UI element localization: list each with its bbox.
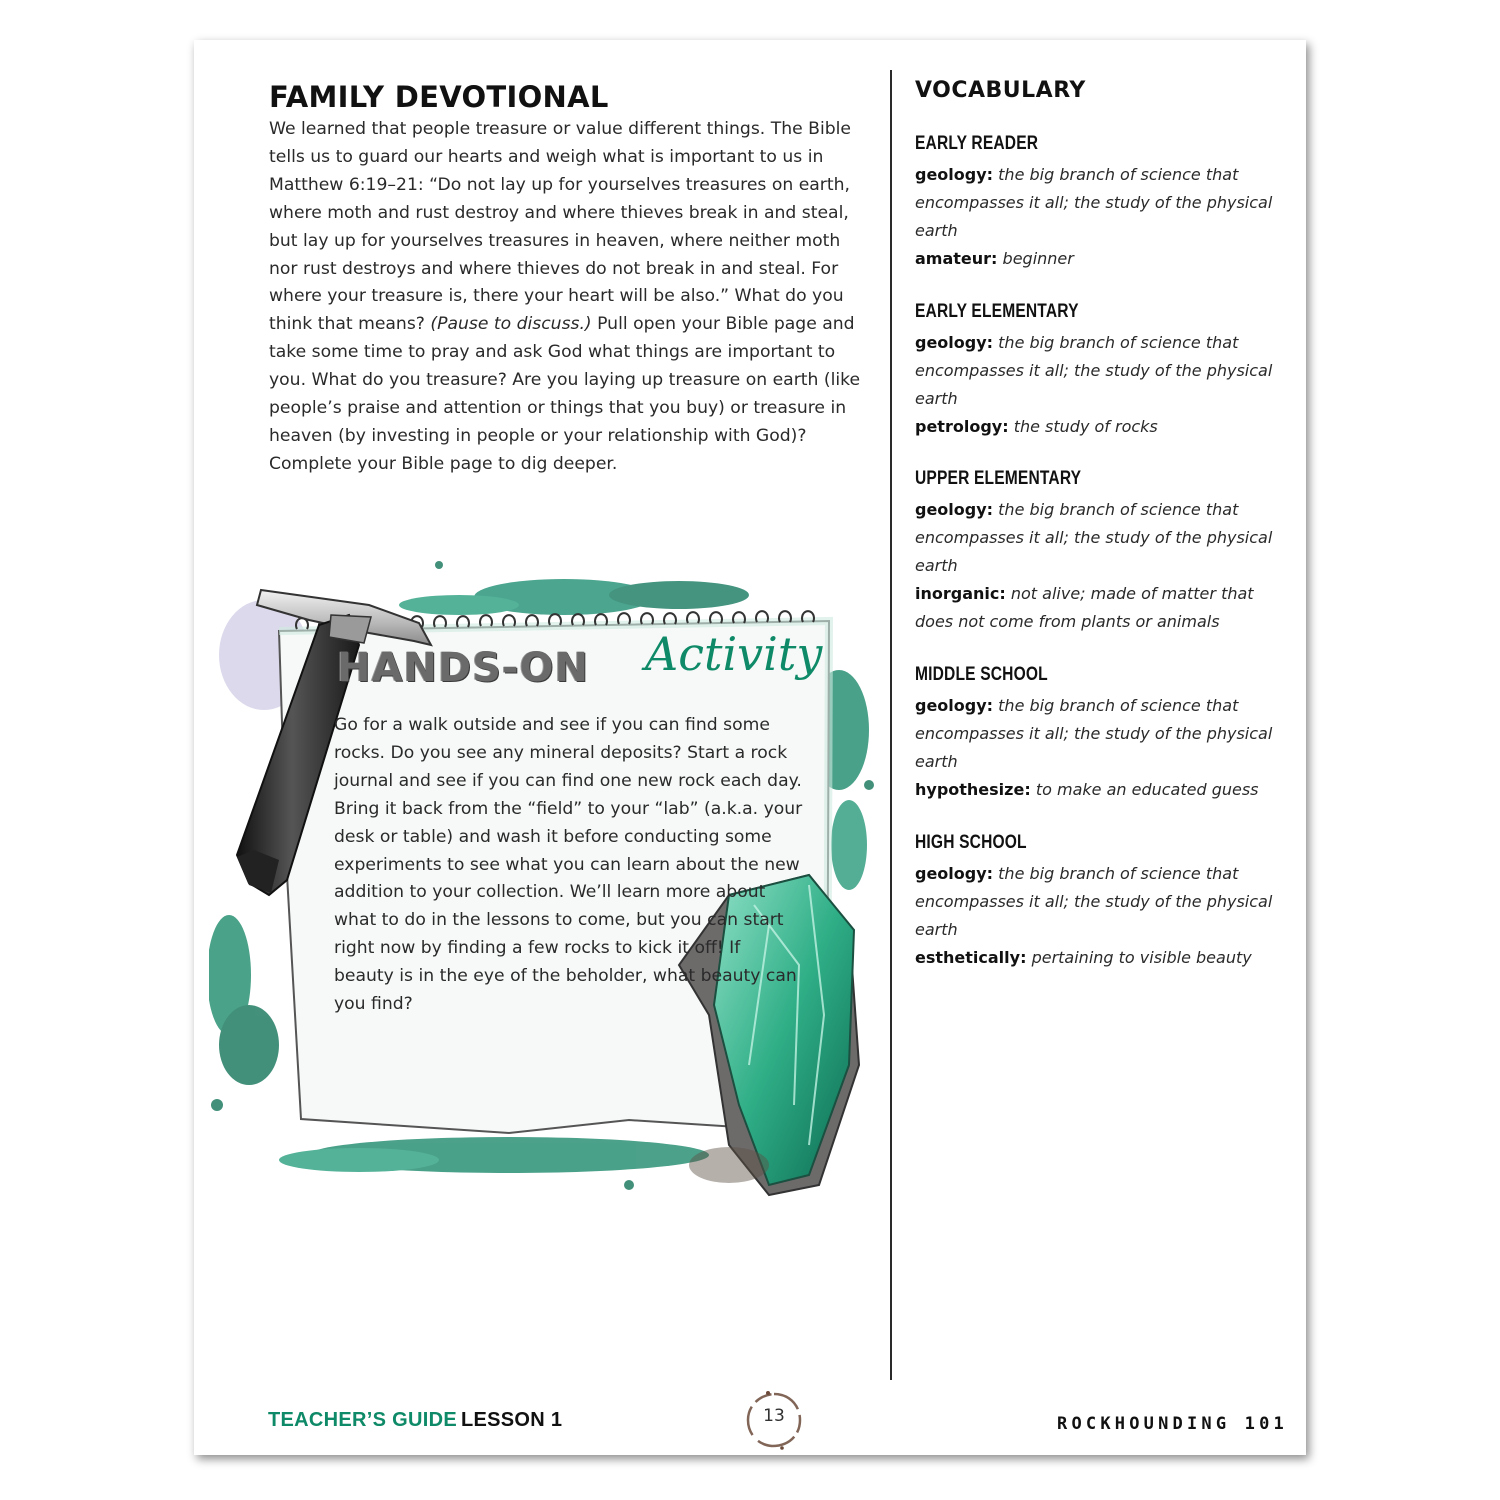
vocab-term: geology: [915, 696, 994, 715]
vocab-level-heading: UPPER ELEMENTARY [915, 468, 1082, 489]
vocab-term: amateur: [915, 249, 998, 268]
activity-title: HANDS-ON [337, 645, 590, 691]
vocab-definition: the big branch of science that encompasses it all; the study of the physical earth [915, 696, 1273, 771]
vocab-level-heading: EARLY READER [915, 133, 1039, 154]
vocab-entry [915, 496, 1275, 580]
footer-book-title: ROCKHOUNDING 101 [1057, 1414, 1288, 1434]
activity-script-title: Activity [645, 627, 823, 681]
vocab-level-heading: HIGH SCHOOL [915, 832, 1027, 853]
vocabulary-title: VOCABULARY [915, 78, 1086, 103]
vocab-entry [915, 161, 1275, 245]
vocab-definition: the big branch of science that encompasses it all; the study of the physical earth [915, 165, 1273, 240]
vocab-term: hypothesize: [915, 780, 1031, 799]
vocab-section-high-school [915, 832, 1275, 972]
vocab-definition: the big branch of science that encompasses it all; the study of the physical earth [915, 864, 1273, 939]
vocab-section-upper-elementary [915, 468, 1275, 636]
footer-lesson-number: LESSON 1 [460, 1409, 563, 1431]
vocab-section-middle-school [915, 664, 1275, 804]
vocab-entry [915, 413, 1275, 441]
vocab-definition: to make an educated guess [1035, 780, 1259, 799]
vocab-term: geology: [915, 333, 994, 352]
devotional-text-part-2: Pull open your Bible page and take some time to pray and ask God what things are important to you. What do you treasure? Are you laying up treasure on earth (like people’s praise and attention or things that you buy) or treasure in heaven (by investing in people or your relationship with God)? Complete your Bible page to dig deeper. [269, 314, 861, 474]
devotional-title: FAMILY DEVOTIONAL [269, 80, 609, 114]
devotional-text-part-1: We learned that people treasure or value different things. The Bible tells us to guard our hearts and weigh what is important to us in Matthew 6:19–21: “Do not lay up for yourselves treasures on earth, where moth and rust destroy and where thieves break in and steal, but lay up for yourselves treasures in heaven, where neither moth nor rust destroys and where thieves do not break in and steal. For where your treasure is, there your heart will be also.” What do you think that means? [269, 119, 851, 335]
vocab-term: geology: [915, 165, 994, 184]
vocab-term: inorganic: [915, 584, 1006, 603]
vocab-level-heading: EARLY ELEMENTARY [915, 301, 1079, 322]
vocab-entry [915, 944, 1275, 972]
devotional-text-italic: (Pause to discuss.) [430, 314, 592, 335]
vocab-term: petrology: [915, 417, 1009, 436]
vocab-definition: the big branch of science that encompasses it all; the study of the physical earth [915, 500, 1273, 575]
document-page [194, 40, 1306, 1455]
vocab-entry [915, 580, 1275, 636]
vocab-section-early-elementary [915, 301, 1275, 441]
footer-guide-label: TEACHER’S GUIDE [268, 1409, 457, 1431]
vocab-definition: the study of rocks [1013, 417, 1158, 436]
vocab-entry [915, 329, 1275, 413]
vocab-definition: pertaining to visible beauty [1031, 948, 1252, 967]
vocab-level-heading: MIDDLE SCHOOL [915, 664, 1048, 685]
vocab-term: geology: [915, 500, 994, 519]
hands-on-activity-card [209, 545, 889, 1210]
devotional-body [269, 116, 869, 479]
vocab-entry [915, 692, 1275, 776]
vocab-definition: the big branch of science that encompasses it all; the study of the physical earth [915, 333, 1273, 408]
vocab-section-early-reader [915, 133, 1275, 273]
page-number-badge [742, 1388, 806, 1452]
vocab-definition: beginner [1002, 249, 1074, 268]
footer-lesson-label [268, 1409, 562, 1432]
vocab-term: geology: [915, 864, 994, 883]
vocab-entry [915, 245, 1275, 273]
vocab-entry [915, 860, 1275, 944]
activity-body: Go for a walk outside and see if you can find some rocks. Do you see any mineral deposits? Start a rock journal and see if you can find one new rock each day. Bring it back from the “field” to your “lab” (a.k.a. your desk or table) and wash it before conducting some experiments to see what you can learn about the new addition to your collection. We’ll learn more about what to do in the lessons to come, but you can start right now by finding a few rocks to kick it off! If beauty is in the eye of the beholder, what beauty can you find? [334, 715, 803, 1015]
vocab-term: esthetically: [915, 948, 1027, 967]
page-number: 13 [763, 1406, 785, 1426]
vocab-definition: not alive; made of matter that does not come from plants or animals [915, 584, 1254, 631]
column-divider [890, 70, 892, 1380]
vocab-entry [915, 776, 1275, 804]
